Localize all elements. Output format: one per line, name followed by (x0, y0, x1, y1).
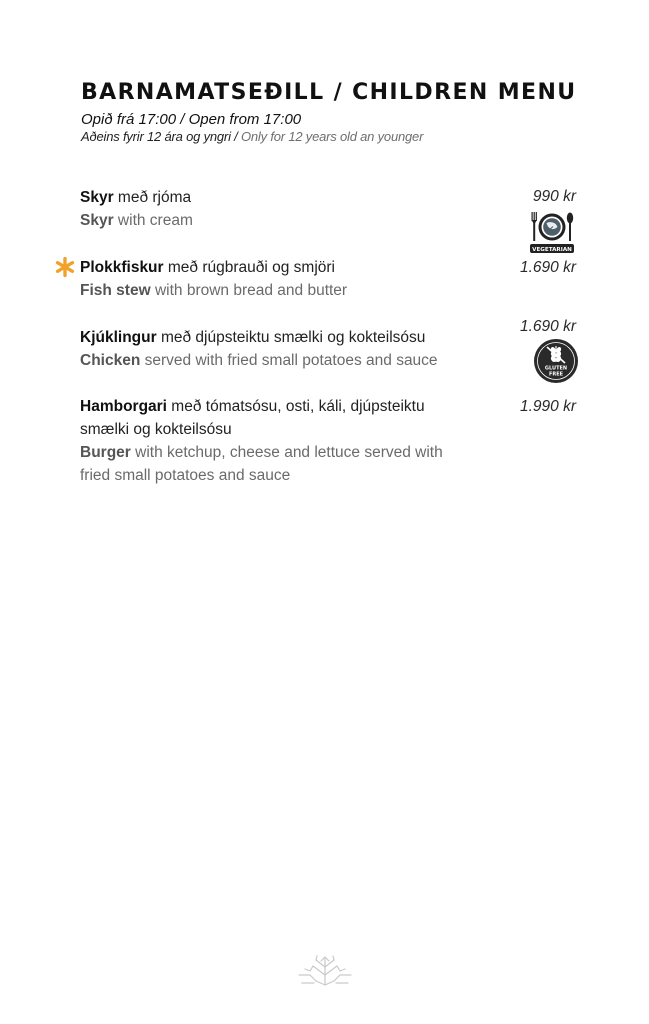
item-name-en: Burger (80, 444, 131, 461)
item-text-en (80, 209, 460, 232)
star-icon (55, 257, 75, 277)
item-name-is: Kjúklingur (80, 329, 157, 346)
item-text-is (80, 395, 452, 441)
item-text-en (80, 441, 452, 487)
menu-item-hamborgari (80, 395, 452, 487)
item-price: 990 kr (532, 188, 576, 205)
item-text-is (80, 256, 460, 279)
gluten-free-label-1: GLUTEN (544, 365, 568, 372)
item-price: 1.690 kr (519, 318, 576, 335)
item-text-en (80, 349, 460, 372)
item-name-en: Skyr (80, 212, 114, 229)
item-price: 1.990 kr (519, 398, 576, 415)
item-desc-en: with brown bread and butter (150, 282, 348, 299)
item-name-is: Hamborgari (80, 398, 167, 415)
snowflake-logo-icon (296, 953, 354, 989)
item-name-is: Skyr (80, 189, 114, 206)
age-restriction (81, 129, 423, 144)
vegetarian-icon (529, 210, 575, 254)
menu-item-skyr (80, 186, 460, 232)
vegetarian-label: VEGETARIAN (532, 247, 572, 253)
item-text-is (80, 186, 460, 209)
age-restriction-is: Aðeins fyrir 12 ára og yngri / (81, 129, 238, 144)
item-text-is (80, 326, 460, 349)
item-desc-en: served with fried small potatoes and sauce (140, 352, 438, 369)
item-desc-en: with ketchup, cheese and lettuce served with fried small potatoes and sauce (80, 444, 443, 484)
item-price: 1.690 kr (519, 259, 576, 276)
item-text-en (80, 279, 460, 302)
item-desc-is: með rjóma (113, 189, 192, 206)
page-title: BARNAMATSEÐILL / CHILDREN MENU (81, 80, 577, 105)
item-name-is: Plokkfiskur (80, 259, 164, 276)
item-name-en: Fish stew (80, 282, 151, 299)
gluten-free-icon (533, 338, 579, 384)
item-desc-en: with cream (113, 212, 193, 229)
gluten-free-label-2: FREE (548, 371, 564, 378)
opening-hours: Opið frá 17:00 / Open from 17:00 (81, 111, 302, 128)
item-desc-is: með rúgbrauði og smjöri (163, 259, 336, 276)
item-name-en: Chicken (80, 352, 141, 369)
menu-item-plokkfiskur (80, 256, 460, 302)
menu-item-kjuklingur (80, 326, 460, 372)
item-desc-is: með djúpsteiktu smælki og kokteilsósu (156, 329, 426, 346)
item-desc-is: með tómatsósu, osti, káli, djúpsteiktu smælki og kokteilsósu (80, 398, 425, 438)
age-restriction-en: Only for 12 years old an younger (237, 129, 424, 144)
